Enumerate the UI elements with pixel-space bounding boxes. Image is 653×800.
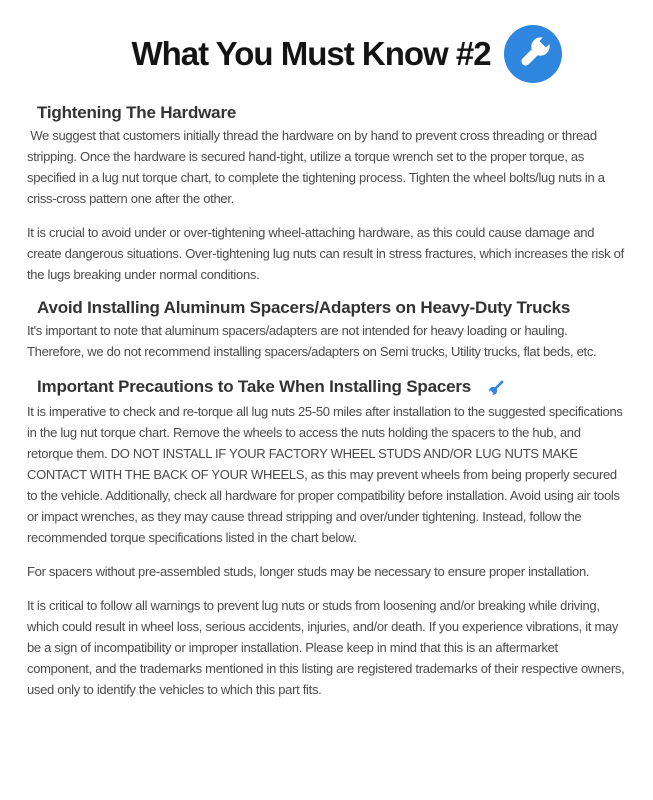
paragraph: It is crucial to avoid under or over-tightening wheel-attaching hardware, as this could cause damage and create dangerous situations. Over-tightening lug nuts can result in stress fractures, which increases the risk of the lugs breaking under normal conditions. xyxy=(27,225,628,282)
section-tightening-hardware xyxy=(27,103,626,285)
paragraph: It is imperative to check and re-torque all lug nuts 25-50 miles after installation to the suggested specifications in the lug nut torque chart. Remove the wheels to access the nuts holding the spacers to the hub, and retorque them. DO NOT INSTALL IF YOUR FACTORY WHEEL STUDS AND/OR LUG NUTS MAKE CONTACT WITH THE BACK OF YOUR WHEELS, as this may prevent wheels from being properly secured to the vehicle. Additionally, check all hardware for proper compatibility before installation. Avoid using air tools or impact wrenches, as they may cause thread stripping and over/under tightening. Instead, follow the recommended torque specifications listed in the chart below. xyxy=(27,404,626,545)
section-heading xyxy=(37,298,626,318)
section-heading-label: Avoid Installing Aluminum Spacers/Adapters on Heavy-Duty Trucks xyxy=(37,298,571,317)
wrench-icon xyxy=(485,375,509,399)
page-header xyxy=(67,24,626,84)
paragraph: We suggest that customers initially thread the hardware on by hand to prevent cross threading or thread stripping. Once the hardware is secured hand-tight, utilize a torque wrench set to the proper torque, as specified in a lug nut torque chart, to complete the tightening process. Tighten the wheel bolts/lug nuts in a criss-cross pattern one after the other. xyxy=(27,128,608,206)
section-avoid-aluminum-spacers xyxy=(27,298,626,362)
paragraph: It is critical to follow all warnings to prevent lug nuts or studs from loosening and/or breaking while driving, which could result in wheel loss, serious accidents, injuries, and/or death. If you experience vibrations, it may be a sign of incompatibility or improper installation. Please keep in mind that this is an aftermarket component, and the trademarks mentioned in this listing are registered trademarks of their respective owners, used only to identify the vehicles to which this part fits. xyxy=(27,598,628,697)
section-heading xyxy=(37,103,626,123)
paragraph: It's important to note that aluminum spacers/adapters are not intended for heavy loading or hauling. Therefore, we do not recommend installing spacers/adapters on Semi trucks, Utility trucks, flat beds, etc. xyxy=(27,323,597,359)
section-heading-label: Tightening The Hardware xyxy=(37,103,237,122)
section-important-precautions xyxy=(27,375,626,700)
paragraph: For spacers without pre-assembled studs, longer studs may be necessary to ensure proper installation. xyxy=(27,564,590,579)
section-heading-label: Important Precautions to Take When Installing Spacers xyxy=(37,377,472,396)
wrench-badge-icon xyxy=(504,25,562,83)
page-title: What You Must Know #2 xyxy=(131,35,491,72)
section-heading xyxy=(37,375,626,399)
